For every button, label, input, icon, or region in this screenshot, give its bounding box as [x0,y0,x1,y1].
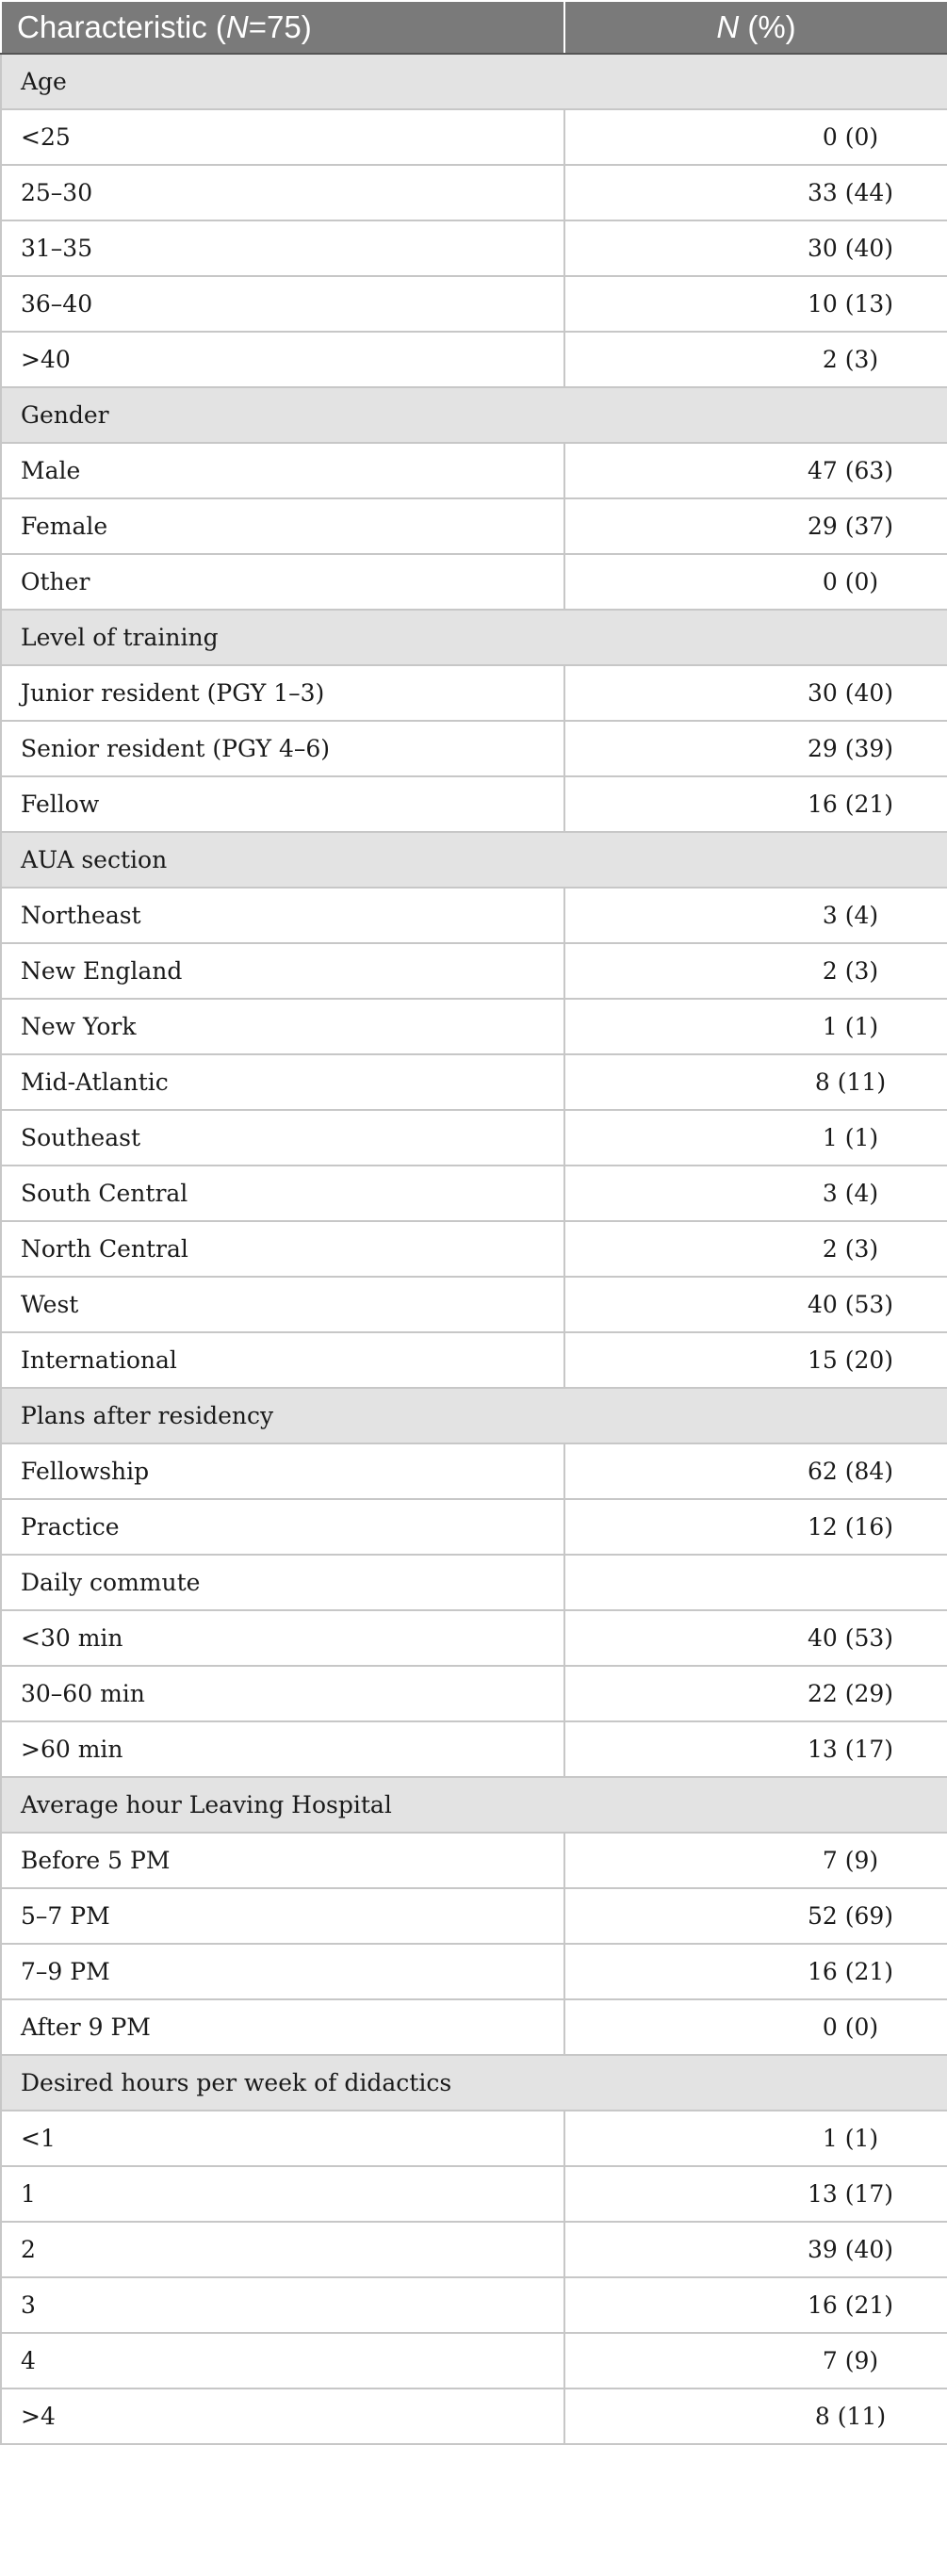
row-label: 5–7 PM [1,1888,564,1944]
section-label: Average hour Leaving Hospital [1,1777,947,1833]
table-row [1,1888,947,1944]
table-row [1,721,947,776]
row-value: 0 (0) [564,109,947,165]
row-label: <30 min [1,1610,564,1666]
row-label: After 9 PM [1,1999,564,2055]
row-value: 7 (9) [564,1833,947,1888]
table-row [1,2166,947,2222]
row-label: Practice [1,1499,564,1555]
row-label: 36–40 [1,276,564,332]
table-row [1,1166,947,1221]
row-label: <25 [1,109,564,165]
table-row [1,1555,947,1610]
row-label: Female [1,498,564,554]
row-value: 8 (11) [564,1054,947,1110]
header-text: (%) [739,9,796,44]
row-label: Junior resident (PGY 1–3) [1,665,564,721]
row-value: 15 (20) [564,1332,947,1388]
table-row [1,1277,947,1332]
table-row [1,1944,947,1999]
table-row [1,1999,947,2055]
row-value: 3 (4) [564,888,947,943]
row-value: 0 (0) [564,554,947,610]
row-value: 13 (17) [564,1721,947,1777]
row-value: 16 (21) [564,776,947,832]
row-label: 7–9 PM [1,1944,564,1999]
row-label: 4 [1,2333,564,2389]
table-row [1,165,947,220]
row-value: 40 (53) [564,1277,947,1332]
section-header-row [1,1777,947,1833]
row-value [564,1555,947,1610]
row-value: 13 (17) [564,2166,947,2222]
table-row [1,776,947,832]
row-label: West [1,1277,564,1332]
row-value: 30 (40) [564,665,947,721]
row-label: >60 min [1,1721,564,1777]
row-value: 52 (69) [564,1888,947,1944]
row-value: 10 (13) [564,276,947,332]
row-label: Southeast [1,1110,564,1166]
section-label: Level of training [1,610,947,665]
table-row [1,2111,947,2166]
table-row [1,1666,947,1721]
row-label: 1 [1,2166,564,2222]
table-row [1,498,947,554]
value-column-header [564,1,947,54]
table-row [1,888,947,943]
row-value: 2 (3) [564,943,947,999]
table-row [1,220,947,276]
table-row [1,1110,947,1166]
row-label: Daily commute [1,1555,564,1610]
table-row [1,1443,947,1499]
row-value: 2 (3) [564,332,947,387]
table-row [1,332,947,387]
row-label: South Central [1,1166,564,1221]
row-label: 3 [1,2277,564,2333]
row-value: 0 (0) [564,1999,947,2055]
table-row [1,1499,947,1555]
header-n: N [225,9,249,44]
row-value: 29 (37) [564,498,947,554]
table-row [1,665,947,721]
row-value: 7 (9) [564,2333,947,2389]
section-label: Age [1,54,947,109]
row-value: 1 (1) [564,1110,947,1166]
row-value: 3 (4) [564,1166,947,1221]
section-header-row [1,832,947,888]
row-value: 22 (29) [564,1666,947,1721]
row-value: 30 (40) [564,220,947,276]
row-label: New York [1,999,564,1054]
table-row [1,1332,947,1388]
row-label: Fellowship [1,1443,564,1499]
header-text: =75) [248,9,312,44]
row-label: Other [1,554,564,610]
row-value: 2 (3) [564,1221,947,1277]
row-label: >40 [1,332,564,387]
row-value: 16 (21) [564,2277,947,2333]
section-label: AUA section [1,832,947,888]
row-label: 31–35 [1,220,564,276]
section-header-row [1,54,947,109]
table-row [1,1221,947,1277]
table-row [1,1610,947,1666]
section-label: Plans after residency [1,1388,947,1443]
table-body [1,54,947,2444]
row-label: >4 [1,2389,564,2444]
section-header-row [1,387,947,443]
table-row [1,999,947,1054]
header-text: Characteristic ( [17,9,226,44]
table-row [1,109,947,165]
row-value: 12 (16) [564,1499,947,1555]
row-label: New England [1,943,564,999]
row-value: 1 (1) [564,2111,947,2166]
table-row [1,943,947,999]
row-value: 1 (1) [564,999,947,1054]
row-value: 16 (21) [564,1944,947,1999]
table-row [1,1721,947,1777]
row-label: Male [1,443,564,498]
section-header-row [1,1388,947,1443]
row-label: 25–30 [1,165,564,220]
row-value: 33 (44) [564,165,947,220]
table-row [1,1054,947,1110]
row-label: North Central [1,1221,564,1277]
table-row [1,2333,947,2389]
table-row [1,2277,947,2333]
row-label: Senior resident (PGY 4–6) [1,721,564,776]
table-row [1,2222,947,2277]
row-value: 29 (39) [564,721,947,776]
characteristic-column-header [1,1,564,54]
row-label: International [1,1332,564,1388]
table-row [1,1833,947,1888]
section-header-row [1,2055,947,2111]
row-value: 8 (11) [564,2389,947,2444]
table-row [1,276,947,332]
header-row [1,1,947,54]
table-row [1,443,947,498]
section-label: Gender [1,387,947,443]
row-label: Mid-Atlantic [1,1054,564,1110]
row-label: <1 [1,2111,564,2166]
row-value: 40 (53) [564,1610,947,1666]
row-value: 39 (40) [564,2222,947,2277]
row-label: 30–60 min [1,1666,564,1721]
table-header [1,1,947,54]
section-header-row [1,610,947,665]
row-label: Fellow [1,776,564,832]
row-label: Before 5 PM [1,1833,564,1888]
header-n: N [716,9,740,44]
row-label: 2 [1,2222,564,2277]
table-row [1,554,947,610]
table-row [1,2389,947,2444]
row-label: Northeast [1,888,564,943]
section-label: Desired hours per week of didactics [1,2055,947,2111]
row-value: 62 (84) [564,1443,947,1499]
row-value: 47 (63) [564,443,947,498]
